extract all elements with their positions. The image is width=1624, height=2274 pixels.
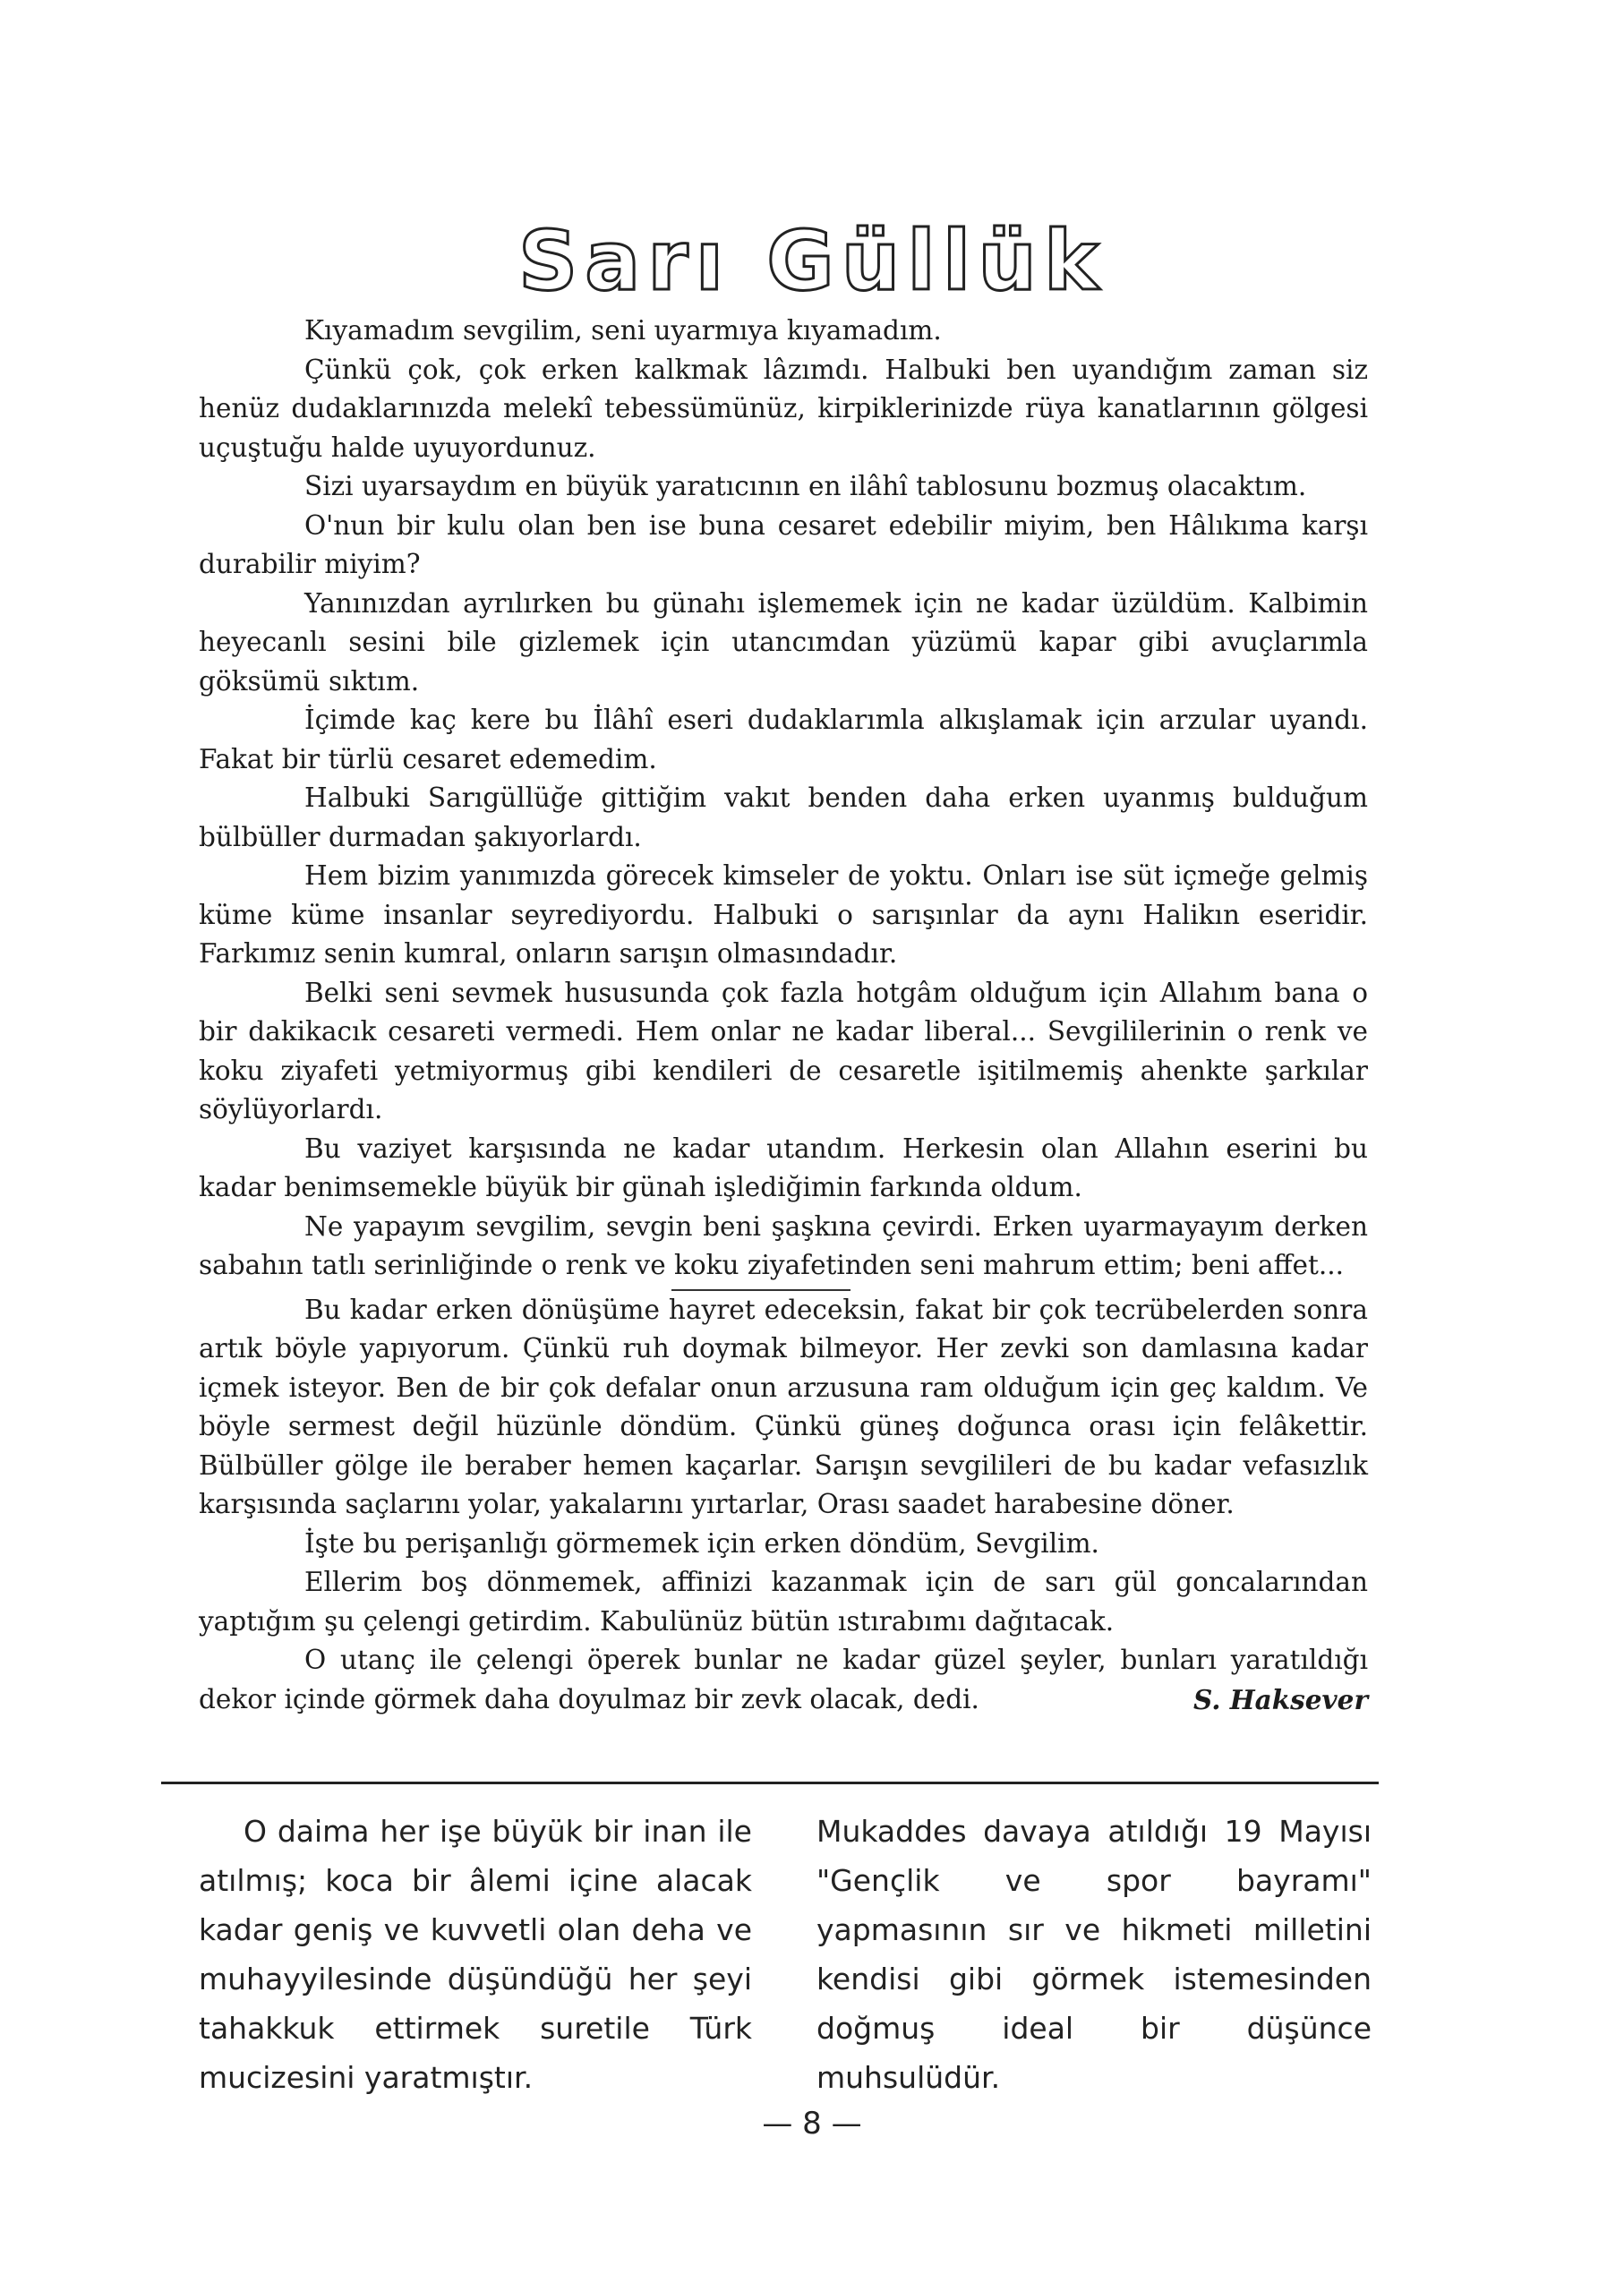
paragraph: İşte bu perişanlığı görmemek için erken döndüm, Sevgilim. xyxy=(304,1527,1099,1559)
paragraph: Bu kadar erken dönüşüme hayret edeceksin, fakat bir çok tecrübelerden sonra artık böyle yapıyorum. Çünkü ruh doymak bilmeyor. Her zevki son damlasına kadar içmek isteyor. Ben de bir çok defalar onun arzusuna ram olduğum için geç kaldım. Ve böyle sermest değil hüzünle döndüm. Çünkü güneş doğunca orası için felâkettir. Bülbüller gölge ile beraber hemen kaçarlar. Sarışın sevgilileri de bu kadar vefasızlık karşısında saçlarını yolar, yakalarını yırtarlar, Orası saadet harabesine döner. xyxy=(199,1294,1368,1519)
left-column-text: O daima her işe büyük bir inan ile atılmış; koca bir âlemi içine alacak kadar geniş ve kuvvetli olan deha ve muhayyilesinde düşündüğü her şeyi tahakkuk ettirmek suretile Türk mucizesini yaratmıştır. xyxy=(199,1814,752,2095)
article-body xyxy=(199,312,1368,1719)
left-column xyxy=(199,1807,752,2102)
page-number: — 8 — xyxy=(762,2106,862,2141)
closing-text: O utanç ile çelengi öperek bunlar ne kadar güzel şeyler, bunları yaratıldığı dekor içinde görmek daha doyulmaz bir zevk olacak, dedi. xyxy=(199,1645,1368,1714)
paragraph: Hem bizim yanımızda görecek kimseler de yoktu. Onları ise süt içmeğe gelmiş küme küme insanlar seyrediyordu. Halbuki o sarışınlar da aynı Halikın eseridir. Farkımız senin kumral, onların sarışın olmasındadır. xyxy=(199,860,1368,969)
paragraph: Ne yapayım sevgilim, sevgin beni şaşkına çevirdi. Erken uyarmayayım derken sabahın tatlı serinliğinde o renk ve koku ziyafetinden seni mahrum ettim; beni affet... xyxy=(199,1210,1368,1280)
paragraph: Belki seni sevmek hususunda çok fazla hotgâm olduğum için Allahım bana o bir dakikacık cesareti vermedi. Hem onlar ne kadar liberal... Sevgililerinin o renk ve koku ziyafeti yetmiyormuş gibi kendileri de cesaretle işitilmemiş ahenkte şarkılar söylüyorlardı. xyxy=(199,977,1368,1124)
paragraph: Bu vaziyet karşısında ne kadar utandım. Herkesin olan Allahın eserini bu kadar benimsemekle büyük bir günah işlediğimin farkında oldum. xyxy=(199,1133,1368,1202)
article-title: Sarı Güllük xyxy=(517,213,1107,309)
right-column-text: Mukaddes davaya atıldığı 19 Mayısı "Gençlik ve spor bayramı" yapmasının sır ve hikmeti milletini kendisi gibi görmek istemesinden doğmuş ideal bir düşünce muhsulüdür. xyxy=(816,1814,1372,2095)
paragraph: Çünkü çok, çok erken kalkmak lâzımdı. Halbuki ben uyandığım zaman siz henüz dudaklarınızda melekî tebessümünüz, kirpiklerinizde rüya kanatlarının gölgesi uçuştuğu halde uyuyordunuz. xyxy=(199,354,1368,463)
right-column xyxy=(816,1807,1372,2102)
paragraph: İçimde kaç kere bu İlâhî eseri dudaklarımla alkışlamak için arzular uyandı. Fakat bir türlü cesaret edemedim. xyxy=(199,705,1368,774)
paragraph: Ellerim boş dönmemek, affinizi kazanmak için de sarı gül goncalarından yaptığım şu çelengi getirdim. Kabulünüz bütün ıstırabımı dağıtacak. xyxy=(199,1567,1368,1637)
author-signature: S. Haksever xyxy=(1192,1683,1368,1715)
paragraph: Kıyamadım sevgilim, seni uyarmıya kıyamadım. xyxy=(304,315,942,346)
paragraph: Sizi uyarsaydım en büyük yaratıcının en ilâhî tablosunu bozmuş olacaktım. xyxy=(304,471,1307,501)
closing-paragraph xyxy=(199,1641,1368,1719)
paragraph: Yanınızdan ayrılırken bu günahı işlememek için ne kadar üzüldüm. Kalbimin heyecanlı sesini bile gizlemek için utancımdan yüzümü kapar gibi avuçlarımla göksümü sıktım. xyxy=(199,587,1368,697)
paragraph: O'nun bir kulu olan ben ise buna cesaret edebilir miyim, ben Hâlıkıma karşı durabilir miyim? xyxy=(199,509,1368,579)
column-divider-rule xyxy=(161,1782,1379,1784)
paragraph: Halbuki Sarıgüllüğe gittiğim vakıt benden daha erken uyanmış bulduğum bülbüller durmadan şakıyorlardı. xyxy=(199,782,1368,852)
